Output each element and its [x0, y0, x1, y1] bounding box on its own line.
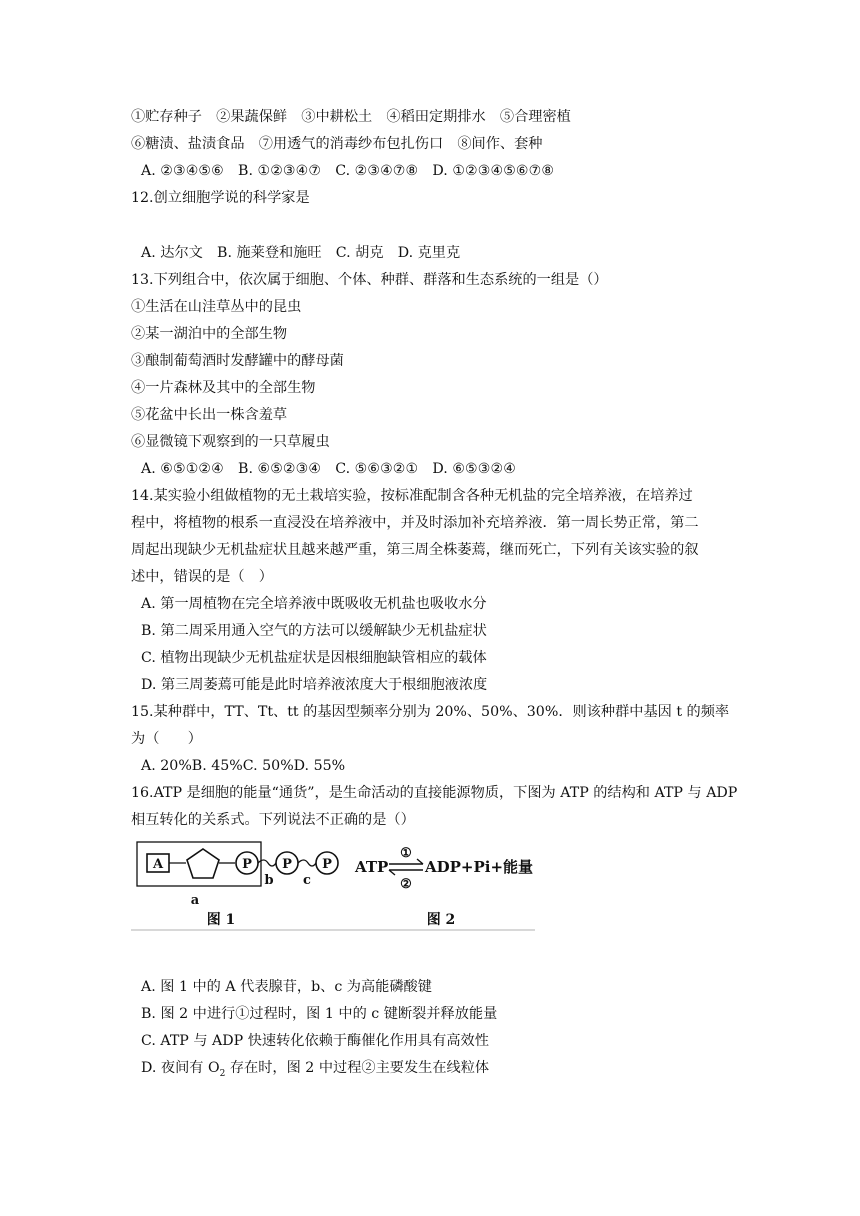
figure-2-caption: 图 2 [426, 912, 456, 928]
q16-option-d-text: D. 夜间有 O [141, 1060, 220, 1076]
ribose-pentagon [187, 849, 219, 878]
q14-option-b: B. 第二周采用通入空气的方法可以缓解缺少无机盐症状 [141, 623, 487, 639]
atp-structure-figure [131, 836, 537, 932]
q13-item: ⑥显微镜下观察到的一只草履虫 [131, 434, 330, 450]
q14-option-a: A. 第一周植物在完全培养液中既吸收无机盐也吸收水分 [141, 596, 487, 612]
equation-right: ADP+Pi+能量 [425, 858, 534, 876]
q13-item: ③酿制葡萄酒时发酵罐中的酵母菌 [131, 353, 344, 369]
q14-stem-line: 14.某实验小组做植物的无土栽培实验，按标准配制含各种无机盐的完全培养液，在培养过 [131, 488, 693, 504]
q13-item: ⑤花盆中长出一株含羞草 [131, 407, 288, 423]
q16-stem-line: 相互转化的关系式。下列说法不正确的是（） [131, 812, 415, 828]
phosphate-label: P [282, 857, 292, 872]
q16-stem-line: 16.ATP 是细胞的能量“通货”，是生命活动的直接能源物质，下图为 ATP 的结构和 ATP 与 ADP [131, 785, 738, 801]
q14-option-c: C. 植物出现缺少无机盐症状是因根细胞缺管相应的载体 [141, 650, 487, 666]
arrow-label-1: ① [400, 846, 412, 861]
q16-option-b: B. 图 2 中进行①过程时，图 1 中的 c 键断裂并释放能量 [141, 1006, 498, 1022]
adenine-label: A [152, 857, 164, 872]
figure-1-caption: 图 1 [206, 912, 236, 928]
q16-option-d [141, 1058, 489, 1084]
q14-stem-line: 述中，错误的是（ ） [131, 569, 273, 585]
oxygen-subscript: 2 [219, 1068, 226, 1079]
q15-options: A. 20%B. 45%C. 50%D. 55% [141, 758, 346, 774]
q12-options: A. 达尔文 B. 施莱登和施旺 C. 胡克 D. 克里克 [141, 245, 461, 261]
arrow-label-2: ② [400, 877, 412, 892]
q14-stem-line: 程中，将植物的根系一直浸没在培养液中，并及时添加补充培养液．第一周长势正常，第二 [131, 515, 699, 531]
q14-stem-line: 周起出现缺少无机盐症状且越来越严重，第三周全株萎蔫，继而死亡，下列有关该实验的叙 [131, 542, 699, 558]
phosphate-label: P [242, 857, 252, 872]
q15-stem-line: 为（ ） [131, 731, 202, 747]
q11-options: A. ②③④⑤⑥ B. ①②③④⑦ C. ②③④⑦⑧ D. ①②③④⑤⑥⑦⑧ [141, 163, 555, 179]
q11-line1: ①贮存种子 ②果蔬保鲜 ③中耕松土 ④稻田定期排水 ⑤合理密植 [131, 109, 571, 125]
q14-option-d: D. 第三周萎蔫可能是此时培养液浓度大于根细胞液浓度 [141, 677, 488, 693]
bond-c-label: c [303, 873, 311, 888]
q12-stem: 12.创立细胞学说的科学家是 [131, 190, 310, 206]
q13-options: A. ⑥⑤①②④ B. ⑥⑤②③④ C. ⑤⑥③②① D. ⑥⑤③②④ [141, 461, 516, 477]
equation-left: ATP [355, 858, 389, 876]
q13-stem: 13.下列组合中，依次属于细胞、个体、种群、群落和生态系统的一组是（） [131, 272, 608, 288]
bond-b-label: b [264, 873, 274, 888]
q13-item: ②某一湖泊中的全部生物 [131, 326, 288, 342]
q11-line2: ⑥糖渍、盐渍食品 ⑦用透气的消毒纱布包扎伤口 ⑧间作、套种 [131, 136, 543, 152]
q13-item: ④一片森林及其中的全部生物 [131, 380, 316, 396]
q13-item: ①生活在山洼草丛中的昆虫 [131, 299, 302, 315]
segment-a-label: a [190, 893, 200, 908]
high-energy-bond-c [298, 860, 316, 866]
q15-stem-line: 15.某种群中，TT、Tt、tt 的基因型频率分别为 20%、50%、30%．则该种群中基因 t 的频率 [131, 704, 730, 720]
q16-option-c: C. ATP 与 ADP 快速转化依赖于酶催化作用具有高效性 [141, 1033, 489, 1049]
q16-option-a: A. 图 1 中的 A 代表腺苷，b、c 为高能磷酸键 [141, 979, 432, 995]
q16-option-d-text: 存在时，图 2 中过程②主要发生在线粒体 [225, 1060, 490, 1076]
phosphate-label: P [322, 857, 332, 872]
